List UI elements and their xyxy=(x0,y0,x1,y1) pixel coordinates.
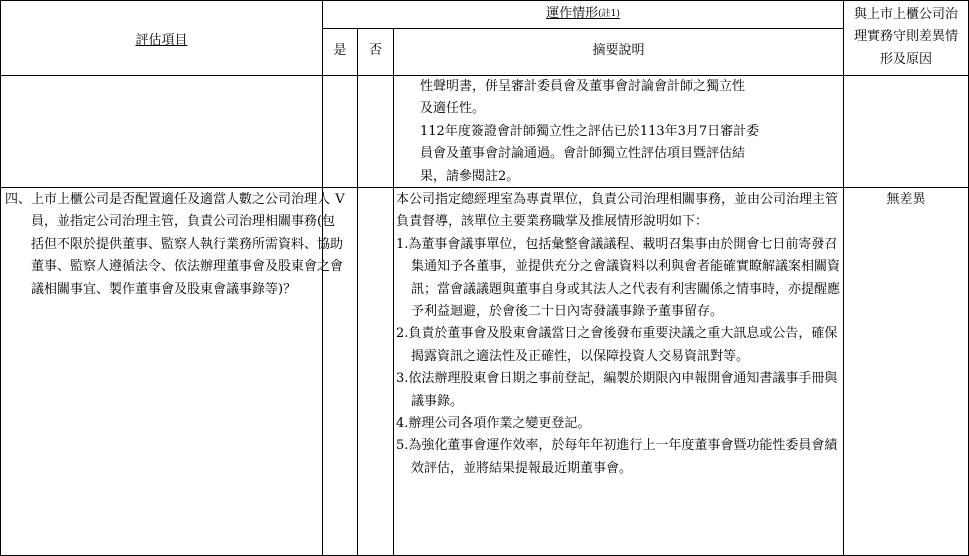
operation-header-label: 運作情形 xyxy=(546,6,599,21)
column-divider-summary xyxy=(843,0,844,556)
row2-summary-point: 5.為強化董事會運作效率，於每年年初進行上一年度董事會暨功能性委員會績效評估，並將結果提報最近期董事會。 xyxy=(396,438,838,476)
row2-summary-intro: 本公司指定總經理室為專責單位，負責公司治理相關事務，並由公司治理主管負責督導，該單位主要業務職掌及推展情形說明如下： xyxy=(396,192,839,230)
column-divider-no xyxy=(393,28,394,556)
table-border-left xyxy=(0,0,1,556)
operation-header xyxy=(323,3,843,25)
row2-summary xyxy=(396,189,842,480)
row1-summary xyxy=(420,76,843,188)
row2-summary-point: 2.負責於董事會及股東會議當日之會後發布重要決議之重大訊息或公告，確保揭露資訊之適法性及正確性，以保障投資人交易資訊對等。 xyxy=(396,326,838,364)
row2-deviation: 無差異 xyxy=(886,192,926,207)
row1-summary-line: 及適任性。 xyxy=(420,101,486,117)
row2-eval-item: 四、上市上櫃公司是否配置適任及適當人數之公司治理人員，並指定公司治理主管，負責公司治理相關事務(包括但不限於提供董事、監察人執行業務所需資料、協助董事、監察人遵循法令、依法辦理董事會及股東會之會議相關事宜、製作董事會及股東會議事錄等)？ xyxy=(5,192,344,297)
deviation-header: 與上市上櫃公司治理實務守則差異情形及原因 xyxy=(853,7,958,67)
table-border-top xyxy=(0,0,969,1)
header-divider xyxy=(322,28,843,29)
no-column-header: 否 xyxy=(368,43,382,58)
yes-column-header: 是 xyxy=(333,43,347,58)
row1-summary-line: 員會及董事會討論通過。會計師獨立性評估項目暨評估結 xyxy=(420,146,746,162)
row2-summary-point: 4.辦理公司各項作業之變更登記。 xyxy=(396,416,591,432)
row2-summary-point: 1.為董事會議事單位，包括彙整會議議程、載明召集事由於開會七日前寄發召集通知予各董事，並提供充分之會議資料以利與會者能確實瞭解議案相關資訊；當會議議題與董事自身或其法人之代表有利害關係之情事時，亦提醒應予利益迴避，於會後二十日內寄發議事錄予董事留存。 xyxy=(396,236,840,320)
row1-summary-line: 性聲明書，併呈審計委員會及董事會討論會計師之獨立性 xyxy=(420,79,746,94)
column-divider-yes xyxy=(357,28,358,556)
operation-note: (註1) xyxy=(598,9,620,19)
row2-yes-mark: V xyxy=(335,192,345,207)
row1-summary-line: 果，請參閱註2。 xyxy=(420,168,520,184)
eval-item-header: 評估項目 xyxy=(135,33,188,48)
row2-summary-point: 3.依法辦理股東會日期之事前登記，編製於期限內申報開會通知書議事手冊與議事錄。 xyxy=(396,371,838,409)
summary-header: 摘要說明 xyxy=(592,43,645,58)
row1-summary-line: 112年度簽證會計師獨立性之評估已於113年3月7日審計委 xyxy=(420,123,760,139)
